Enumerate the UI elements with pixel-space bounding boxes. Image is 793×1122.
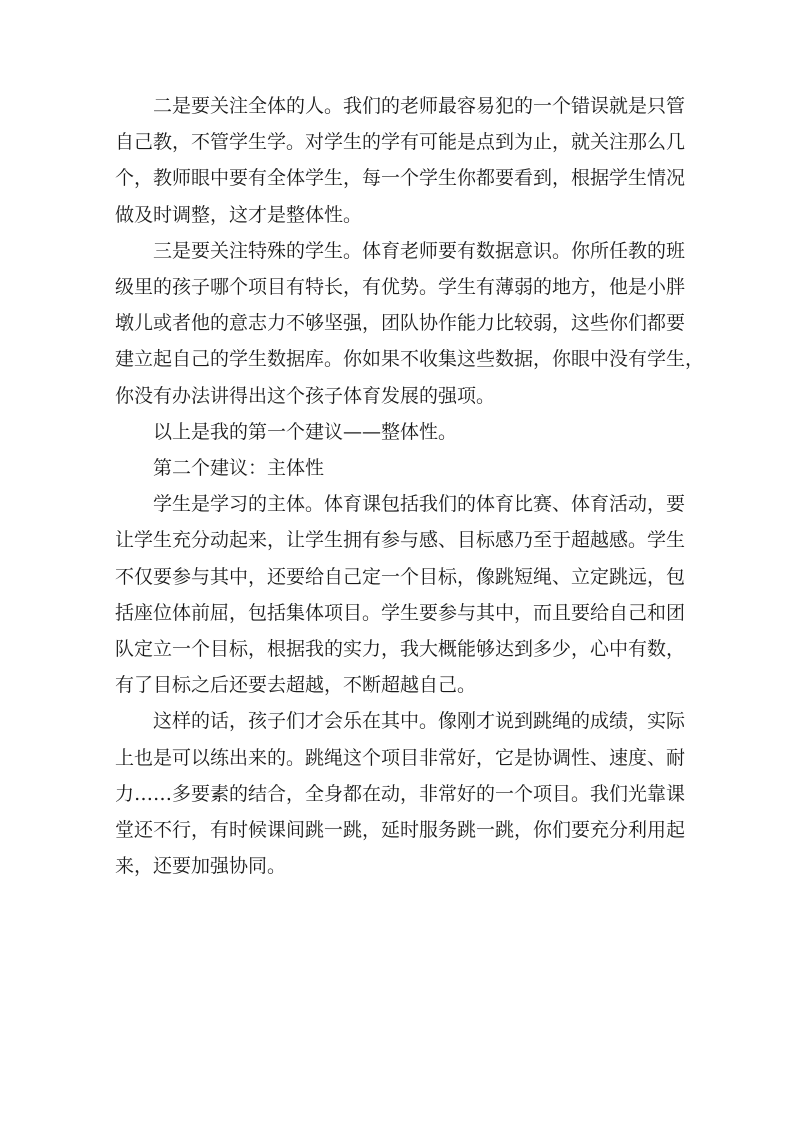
text-line: 三是要关注特殊的学生。体育老师要有数据意识。你所任教的班 [153, 239, 686, 262]
paragraph-student-subject [115, 486, 686, 703]
paragraph-special-students [115, 233, 705, 414]
text-line: 第二个建议：主体性 [153, 457, 325, 480]
text-line: 墩儿或者他的意志力不够坚强，团队协作能力比较弱，这些你们都要 [115, 312, 686, 335]
text-line: 不仅要参与其中，还要给自己定一个目标，像跳短绳、立定跳远，包 [115, 565, 686, 588]
document-body [115, 88, 705, 884]
paragraph-whole-class [115, 88, 686, 233]
text-line: 队定立一个目标，根据我的实力，我大概能够达到多少，心中有数， [115, 638, 686, 661]
text-line: 学生是学习的主体。体育课包括我们的体育比赛、体育活动，要 [153, 493, 686, 516]
text-line: 上也是可以练出来的。跳绳这个项目非常好，它是协调性、速度、耐 [115, 746, 686, 769]
text-line: 括座位体前屈，包括集体项目。学生要参与其中，而且要给自己和团 [115, 601, 686, 624]
section-heading-second-suggestion [115, 450, 681, 486]
text-line: 堂还不行，有时候课间跳一跳，延时服务跳一跳，你们要充分利用起 [115, 819, 686, 842]
text-line: 来，还要加强协同。 [115, 855, 287, 878]
text-line: 力……多要素的结合，全身都在动，非常好的一个项目。我们光靠课 [115, 782, 686, 805]
text-line: 建立起自己的学生数据库。你如果不收集这些数据，你眼中没有学生， [115, 348, 705, 371]
text-line: 以上是我的第一个建议——整体性。 [153, 420, 458, 443]
text-line: 有了目标之后还要去超越，不断超越自己。 [115, 674, 477, 697]
text-line: 这样的话，孩子们才会乐在其中。像刚才说到跳绳的成绩，实际 [153, 710, 686, 733]
text-line: 级里的孩子哪个项目有特长，有优势。学生有薄弱的地方，他是小胖 [115, 276, 686, 299]
text-line: 你没有办法讲得出这个孩子体育发展的强项。 [115, 384, 496, 407]
paragraph-first-suggestion-summary [115, 414, 681, 450]
text-line: 让学生充分动起来，让学生拥有参与感、目标感乃至于超越感。学生 [115, 529, 686, 552]
text-line: 做及时调整，这才是整体性。 [115, 203, 363, 226]
text-line: 自己教，不管学生学。对学生的学有可能是点到为止，就关注那么几 [115, 131, 686, 154]
text-line: 个，教师眼中要有全体学生，每一个学生你都要看到，根据学生情况 [115, 167, 686, 190]
text-line: 二是要关注全体的人。我们的老师最容易犯的一个错误就是只管 [153, 95, 686, 117]
paragraph-rope-skipping [115, 703, 686, 884]
